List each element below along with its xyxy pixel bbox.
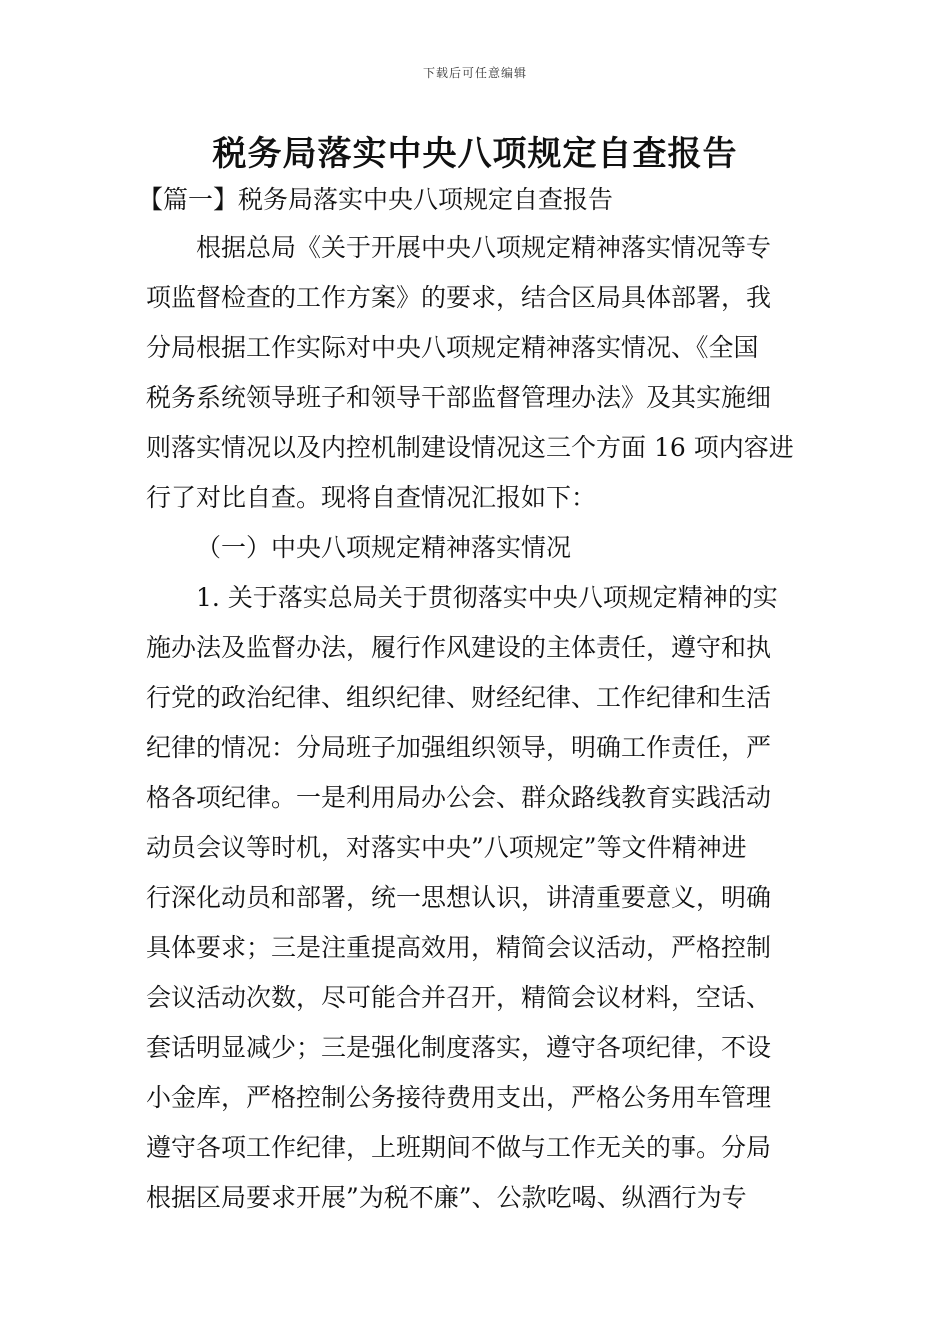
paragraph-line: 纪律的情况：分局班子加强组织领导，明确工作责任，严: [146, 733, 772, 762]
paragraph-item-1: [146, 573, 810, 1223]
paragraph-line: 具体要求；三是注重提高效用，精简会议活动，严格控制: [146, 933, 772, 962]
paragraph-intro: [146, 223, 810, 523]
paragraph-line: 则落实情况以及内控机制建设情况这三个方面 16 项内容进: [146, 433, 794, 462]
document-title: 税务局落实中央八项规定自查报告: [212, 134, 738, 174]
paragraph-line: 施办法及监督办法，履行作风建设的主体责任，遵守和执: [146, 633, 772, 662]
subheading-text: （一）中央八项规定精神落实情况: [196, 533, 572, 562]
paragraph-line: 项监督检查的工作方案》的要求，结合区局具体部署，我: [146, 283, 772, 312]
paragraph-line: 小金库，严格控制公务接待费用支出，严格公务用车管理: [146, 1083, 772, 1112]
paragraph-line: 格各项纪律。一是利用局办公会、群众路线教育实践活动: [146, 783, 772, 812]
subheading: [146, 523, 810, 573]
paragraph-line: 会议活动次数，尽可能合并召开，精简会议材料，空话、: [146, 983, 772, 1012]
paragraph-line: 1. 关于落实总局关于贯彻落实中央八项规定精神的实: [196, 583, 778, 612]
paragraph-line: 行党的政治纪律、组织纪律、财经纪律、工作纪律和生活: [146, 683, 772, 712]
paragraph-line: 税务系统领导班子和领导干部监督管理办法》及其实施细: [146, 383, 772, 412]
paragraph-line: 遵守各项工作纪律，上班期间不做与工作无关的事。分局: [146, 1133, 772, 1162]
paragraph-line: 根据区局要求开展”为税不廉”、公款吃喝、纵酒行为专: [146, 1183, 747, 1212]
section-title: 【篇一】税务局落实中央八项规定自查报告: [138, 185, 614, 214]
paragraph-line: 行深化动员和部署，统一思想认识，讲清重要意义，明确: [146, 883, 772, 912]
paragraph-line: 套话明显减少；三是强化制度落实，遵守各项纪律，不设: [146, 1033, 772, 1062]
header-note: 下载后可任意编辑: [422, 66, 527, 80]
paragraph-line: 动员会议等时机，对落实中央”八项规定”等文件精神进: [146, 833, 747, 862]
paragraph-line: 行了对比自查。现将自查情况汇报如下：: [146, 483, 597, 512]
paragraph-line: 分局根据工作实际对中央八项规定精神落实情况、《全国: [146, 333, 759, 362]
paragraph-line: 根据总局《关于开展中央八项规定精神落实情况等专: [196, 233, 772, 262]
